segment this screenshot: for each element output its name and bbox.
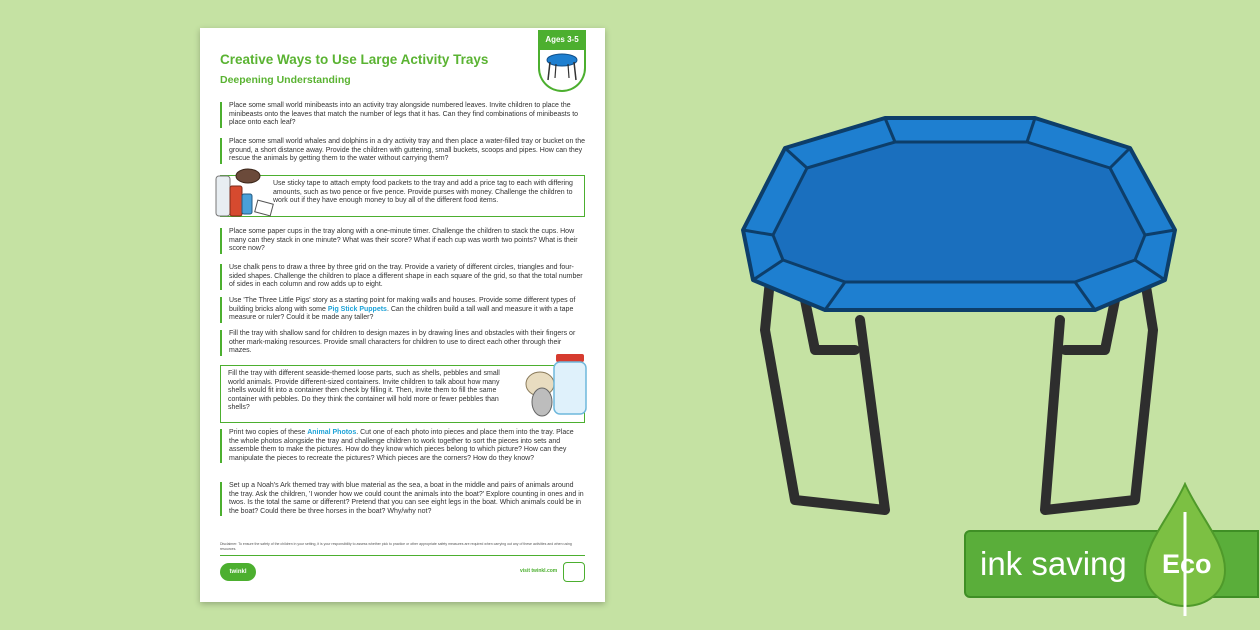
activity-whales: Place some small world whales and dolphins in a dry activity tray and then place a water-filled tray or bucket on the ground, a short distance away. Provide the children with guttering, small buckets, scoops and pipes. How can they rescue the animals by getting them to the water without carrying them? [220, 138, 585, 164]
activity-minibeasts: Place some small world minibeasts into an activity tray alongside numbered leaves. Invite children to place the minibeasts onto the leaves that match the number of legs that it has. Can they find combinations of minibeasts to place onto each leaf? [220, 102, 585, 128]
visit-link[interactable]: visit twinkl.com [520, 568, 558, 574]
animal-photos-link[interactable]: Animal Photos [307, 429, 357, 436]
page-subtitle: Deepening Understanding [220, 74, 351, 86]
activity-animal-photos [220, 429, 585, 463]
activity-seaside-text: Fill the tray with different seaside-themed loose parts, such as shells, pebbles and small world animals. Provide different-sized containers. Invite children to talk about how many shells would fit into a container then check by filling it. Then, invite them to fill the same container with pebbles. Do they think the container will hold more or fewer pebbles than shells? [228, 370, 500, 412]
activity-sand-mazes: Fill the tray with shallow sand for children to design mazes in by drawing lines and obstacles with their fingers or other mark-making resources. Provide small characters for children to use to direct each other through their mazes. [220, 330, 585, 356]
ink-saving-label: ink saving [980, 545, 1127, 582]
pigs-text-end: . Can the children build a tall wall and measure it with a tape measure or ruler? Could it be made any taller? [229, 305, 574, 322]
activity-three-little-pigs [220, 297, 585, 323]
mini-tray-icon [542, 50, 582, 88]
activity-chalk-grid: Use chalk pens to draw a three by three grid on the tray. Provide a variety of different circles, triangles and four-sided shapes. Challenge the children to place a different shape in each square of the grid, so that the total number of sides in each column and row adds up to eight. [220, 264, 585, 290]
activity-noahs-ark: Set up a Noah's Ark themed tray with blue material as the sea, a boat in the middle and pairs of animals around the tray. Ask the children, 'I wonder how we could count the animals into the boat?' Explore counting in ones and in twos. Is the total the same or different? Pretend that you can see eight legs in the boat. Which animals could be in the boat? Could there be three horses in the boat? Why/why not? [220, 482, 585, 516]
photos-text-start: Print two copies of these [229, 429, 308, 436]
pigs-text-start: Use 'The Three Little Pigs' story as a starting point for making walls and houses. Provide some different types of building bricks along with some [229, 297, 576, 313]
activity-food-packets-text: Use sticky tape to attach empty food packets to the tray and add a price tag to each with differing amounts, such as two pence or five pence. Provide purses with money. Challenge the children to work out if they have enough money to buy all of the different food items. [273, 180, 573, 205]
food-packets-icon [212, 166, 276, 222]
eco-badge-text: Eco [1162, 549, 1212, 579]
footer-divider [220, 555, 585, 556]
twinkl-logo: twinkl foundations [220, 563, 256, 581]
disclaimer: Disclaimer: To ensure the safety of the children in your setting, it is your responsibility to assess whether pick to practice or other appropriate safety measures are required when carrying out any of these activities and when using resources. [220, 542, 572, 551]
pig-stick-puppets-link[interactable]: Pig Stick Puppets [327, 305, 387, 313]
page-title: Creative Ways to Use Large Activity Trays [220, 52, 489, 67]
footer-badge [563, 562, 585, 582]
photos-text-end: . Cut one of each photo into pieces and place them into the tray. Place the whole photos alongside the tray and challenge children to work together to sort the pieces into sets and assemble them to make the pictures. How do they know which pieces belong to which picture? How can they manipulate the pieces to recreate the pictures? Which pieces are the corners? How do they know? [229, 429, 574, 462]
jar-shell-icon [520, 350, 590, 420]
age-badge [538, 30, 586, 92]
activity-tray-illustration [735, 110, 1185, 520]
activity-paper-cups: Place some paper cups in the tray along with a one-minute timer. Challenge the children to stack the cups. How many can they stack in one minute? What was their score? What if each cup was worth two points? What is their score now? [220, 228, 585, 254]
age-badge-label: Ages 3-5 [540, 30, 584, 50]
